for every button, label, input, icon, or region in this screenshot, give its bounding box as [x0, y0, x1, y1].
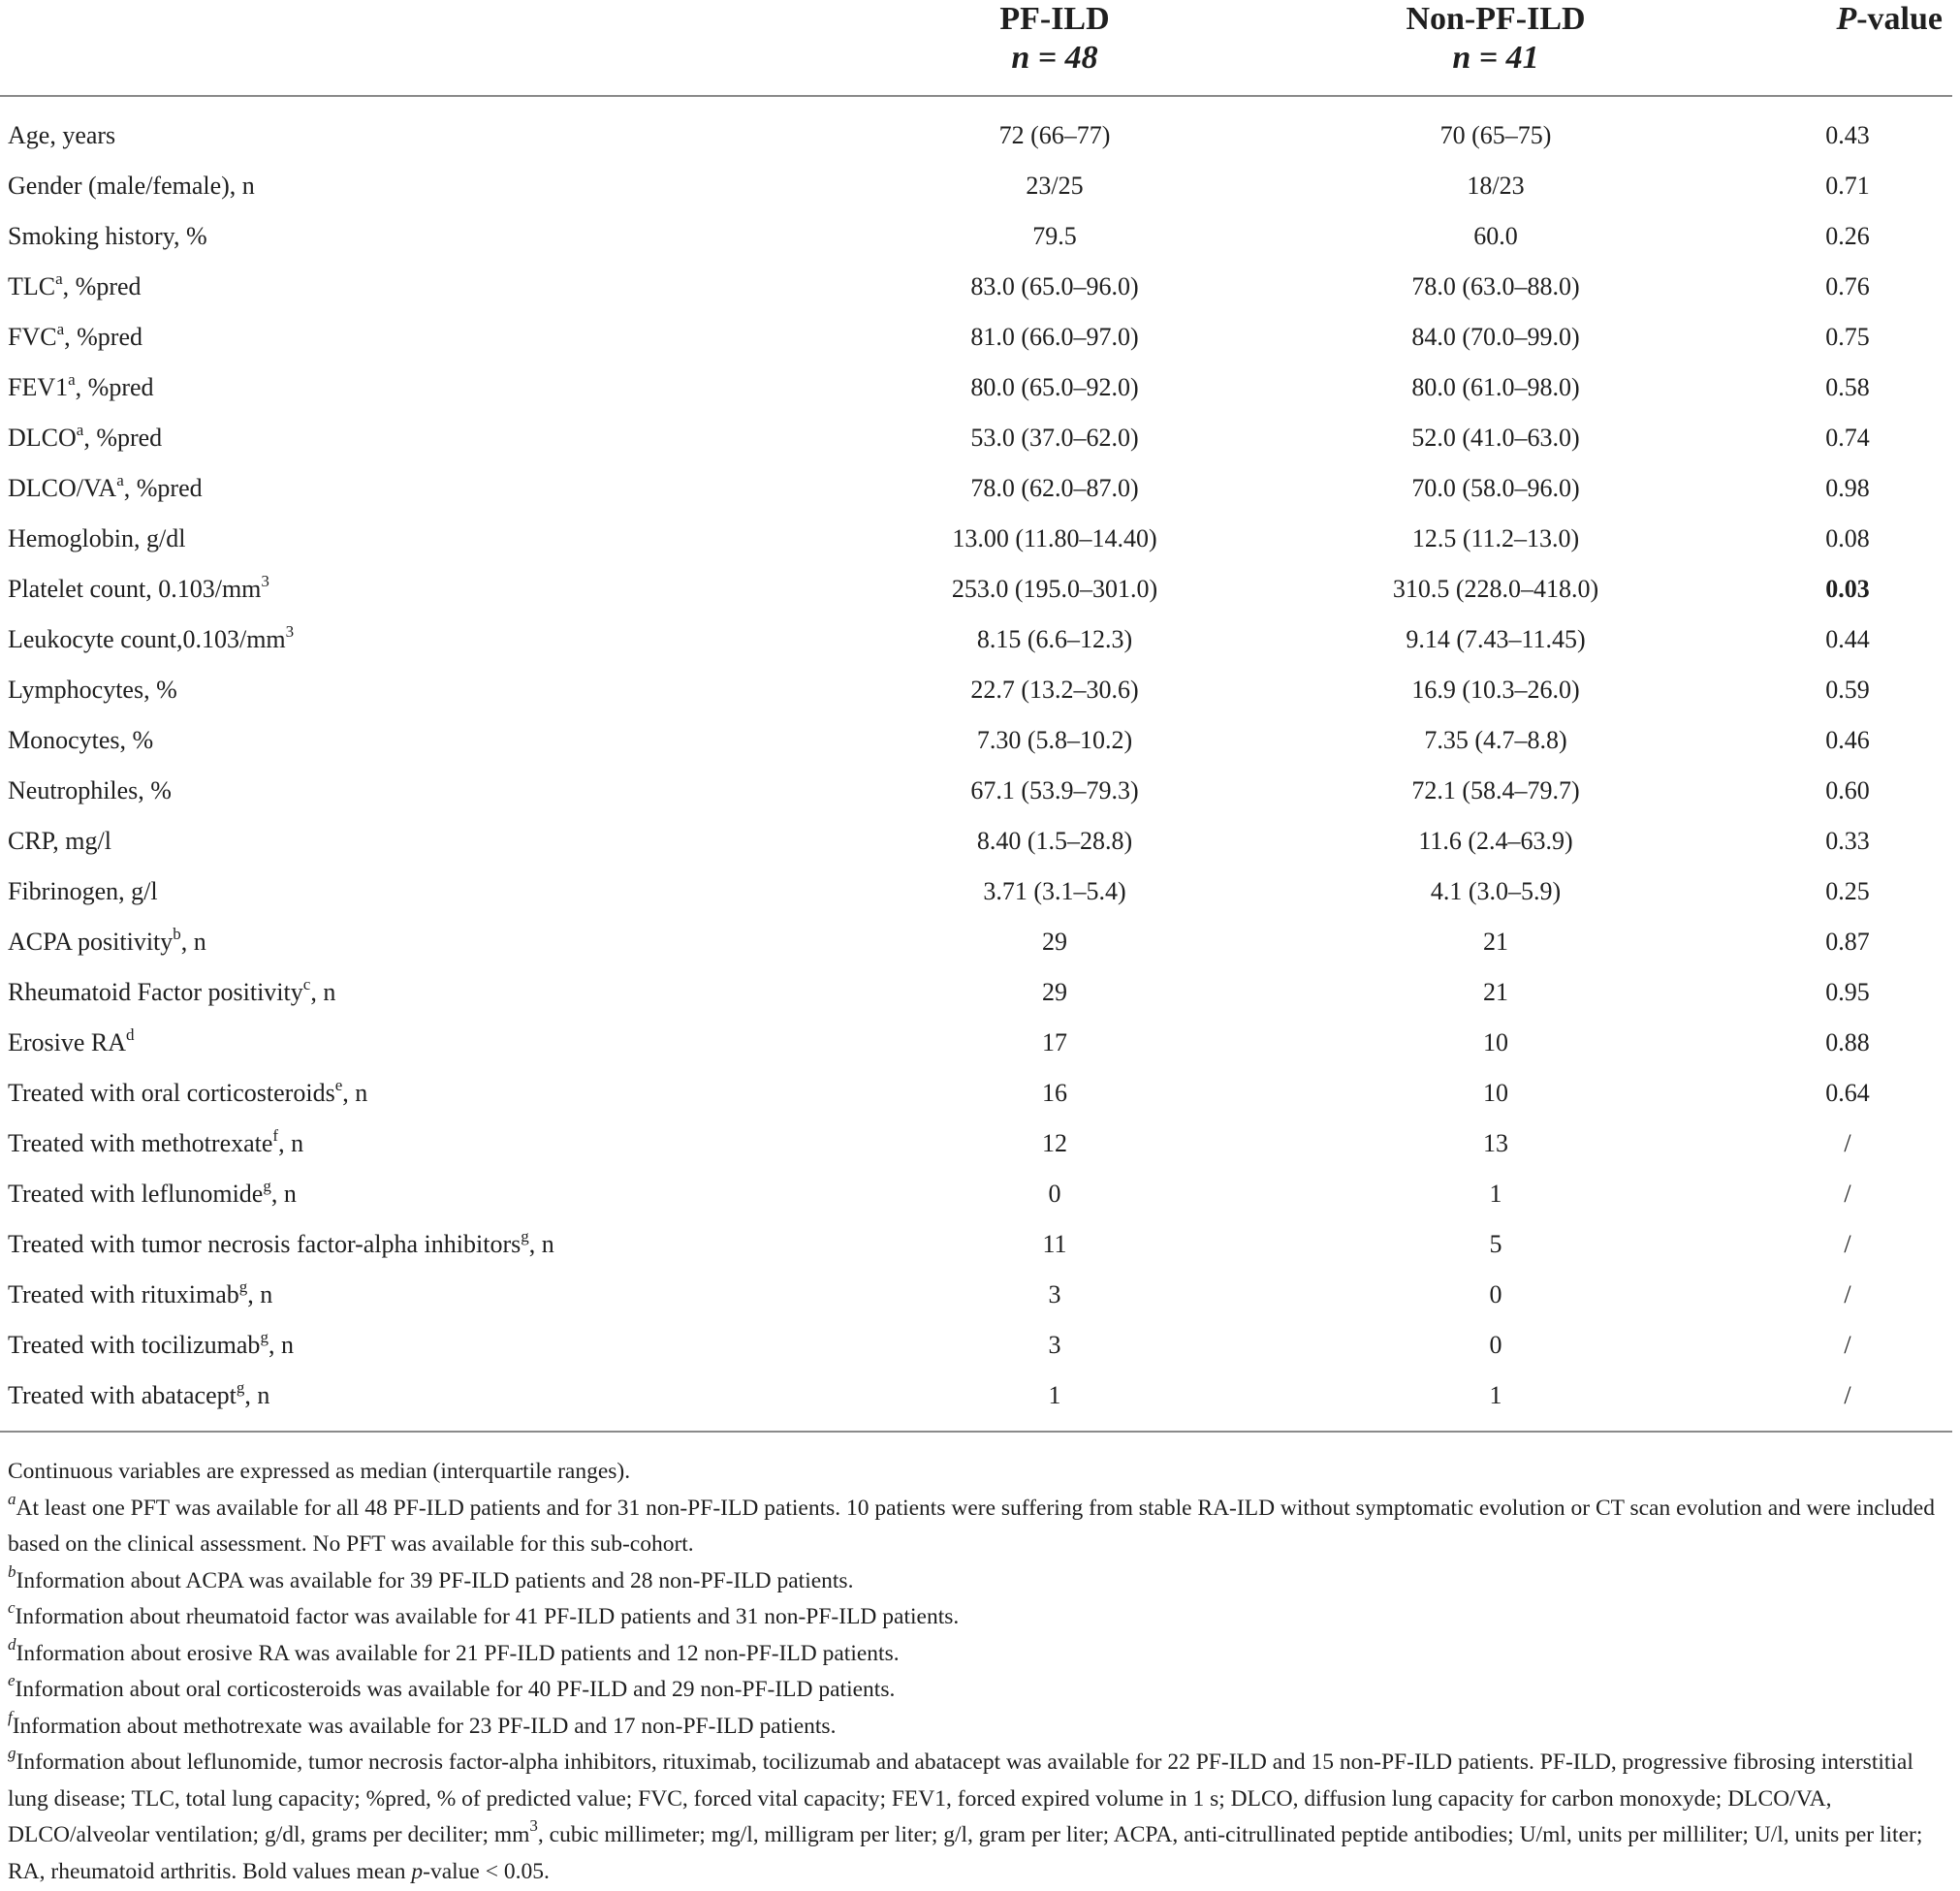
row-label — [0, 1219, 861, 1270]
row-label-footnote-mark: a — [116, 471, 124, 489]
row-label-footnote-mark: c — [302, 975, 311, 993]
row-label-suffix: , n — [180, 928, 206, 956]
row-label-suffix: , n — [270, 1180, 297, 1208]
table-row — [0, 514, 1952, 564]
header-non-pf-ild-title: Non-PF-ILD — [1406, 1, 1586, 37]
table-row — [0, 1219, 1952, 1270]
table-row — [0, 615, 1952, 665]
row-label-footnote-mark: 3 — [261, 572, 269, 590]
cell-pf-ild: 78.0 (62.0–87.0) — [970, 474, 1139, 502]
table-row — [0, 1068, 1952, 1119]
row-label-text: Fibrinogen, g/l — [8, 877, 158, 905]
row-label — [0, 1169, 861, 1219]
footnote-b — [8, 1563, 1952, 1600]
cell-pf-ild: 11 — [1042, 1230, 1067, 1258]
header-pf-ild-n: n = 48 — [1011, 40, 1098, 76]
table-row — [0, 1018, 1952, 1068]
row-label — [0, 715, 861, 766]
cell-non-pf-ild: 1 — [1489, 1180, 1502, 1208]
cell-non-pf-ild: 21 — [1483, 928, 1508, 956]
cell-p-value: 0.33 — [1825, 827, 1870, 855]
table-row — [0, 816, 1952, 867]
row-label-footnote-mark: g — [260, 1328, 269, 1346]
footnote-b-mark: b — [8, 1561, 16, 1581]
table-row — [0, 362, 1952, 413]
row-label — [0, 665, 861, 715]
row-label-text: Treated with methotrexate — [8, 1129, 273, 1157]
cell-pf-ild: 16 — [1042, 1079, 1067, 1107]
row-label-footnote-mark: g — [521, 1227, 529, 1245]
footnote-g-sup: 3 — [529, 1816, 538, 1835]
table-row — [0, 1320, 1952, 1371]
row-label-footnote-mark: g — [238, 1277, 248, 1296]
cell-pf-ild: 17 — [1042, 1028, 1067, 1056]
table-row — [0, 917, 1952, 967]
row-label — [0, 413, 861, 463]
row-label-suffix: , n — [528, 1230, 554, 1258]
cell-pf-ild: 7.30 (5.8–10.2) — [976, 726, 1133, 754]
footnote-d — [8, 1636, 1952, 1673]
cell-non-pf-ild: 70 (65–75) — [1439, 121, 1552, 149]
row-label-footnote-mark: a — [68, 370, 76, 389]
table-row — [0, 564, 1952, 615]
cell-p-value: 0.88 — [1825, 1028, 1870, 1056]
cell-pf-ild: 79.5 — [1032, 222, 1077, 250]
table-row — [0, 766, 1952, 816]
row-label-suffix: , n — [247, 1280, 273, 1308]
cell-non-pf-ild: 10 — [1483, 1079, 1508, 1107]
row-label — [0, 1068, 861, 1119]
row-label — [0, 96, 861, 161]
row-label — [0, 1270, 861, 1320]
footnote-c-mark: c — [8, 1598, 16, 1617]
cell-pf-ild: 1 — [1048, 1381, 1061, 1409]
row-label — [0, 615, 861, 665]
row-label-text: DLCO/VA — [8, 474, 117, 502]
cell-pf-ild: 13.00 (11.80–14.40) — [952, 524, 1157, 552]
row-label-suffix: , %pred — [123, 474, 203, 502]
cell-pf-ild: 80.0 (65.0–92.0) — [970, 373, 1139, 401]
cell-non-pf-ild: 310.5 (228.0–418.0) — [1392, 575, 1599, 603]
row-label-text: Hemoglobin, g/dl — [8, 524, 186, 552]
cell-pf-ild: 83.0 (65.0–96.0) — [970, 272, 1139, 300]
row-label-suffix: , n — [342, 1079, 368, 1107]
row-label — [0, 967, 861, 1018]
cell-p-value: 0.87 — [1825, 928, 1870, 956]
row-label — [0, 161, 861, 211]
header-pf-ild-title: PF-ILD — [999, 1, 1110, 37]
row-label-text: Lymphocytes, % — [8, 676, 177, 704]
row-label — [0, 564, 861, 615]
cell-pf-ild: 29 — [1042, 978, 1067, 1006]
row-label-text: Neutrophiles, % — [8, 776, 172, 804]
row-label-footnote-mark: g — [236, 1378, 245, 1397]
footnote-e-text: Information about oral corticosteroids was available for 40 PF-ILD and 29 non-PF-ILD patients. — [15, 1677, 896, 1702]
row-label-text: Monocytes, % — [8, 726, 154, 754]
table-row — [0, 312, 1952, 362]
footnote-g-mark: g — [8, 1744, 16, 1762]
table-row — [0, 1371, 1952, 1432]
row-label-footnote-mark: g — [263, 1177, 271, 1195]
cell-pf-ild: 72 (66–77) — [998, 121, 1111, 149]
footnote-g-text-mid: , cubic millimeter; mg/l, milligram per liter; g/l, gram per liter; ACPA, anti-citrullinated peptide antibodies; U/ml, units per milliliter; U/l, units per liter; RA, rheumatoid arthritis. Bold values mean — [8, 1822, 1923, 1884]
cell-p-value: / — [1844, 1230, 1851, 1258]
cell-non-pf-ild: 21 — [1483, 978, 1508, 1006]
row-label-footnote-mark: a — [56, 320, 65, 338]
row-label-footnote-mark: 3 — [285, 622, 295, 641]
table-row — [0, 262, 1952, 312]
cell-p-value: 0.64 — [1825, 1079, 1870, 1107]
row-label — [0, 1371, 861, 1432]
footnote-e — [8, 1672, 1952, 1709]
table-row — [0, 211, 1952, 262]
row-label — [0, 1320, 861, 1371]
row-label-text: FEV1 — [8, 373, 69, 401]
footnote-b-text: Information about ACPA was available for 39 PF-ILD patients and 28 non-PF-ILD patients. — [16, 1567, 854, 1593]
row-label-text: TLC — [8, 272, 56, 300]
cell-p-value: / — [1844, 1129, 1851, 1157]
footnote-f — [8, 1709, 1952, 1746]
table-row — [0, 967, 1952, 1018]
row-label-text: Leukocyte count,0.103/mm — [8, 625, 286, 653]
table-header — [0, 0, 1952, 96]
table-row — [0, 161, 1952, 211]
header-non-pf-ild-n: n = 41 — [1452, 40, 1539, 76]
row-label — [0, 1018, 861, 1068]
cell-p-value: 0.26 — [1825, 222, 1870, 250]
cell-pf-ild: 8.15 (6.6–12.3) — [976, 625, 1133, 653]
cell-non-pf-ild: 16.9 (10.3–26.0) — [1411, 676, 1580, 704]
row-label-text: CRP, mg/l — [8, 827, 111, 855]
header-non-pf-ild — [1249, 0, 1743, 96]
cell-pf-ild: 22.7 (13.2–30.6) — [970, 676, 1139, 704]
cell-pf-ild: 12 — [1042, 1129, 1067, 1157]
row-label-footnote-mark: d — [126, 1025, 135, 1044]
header-pf-ild — [861, 0, 1249, 96]
cell-p-value: 0.74 — [1825, 424, 1870, 452]
header-p-rest: -value — [1856, 1, 1943, 37]
cell-p-value: 0.08 — [1825, 524, 1870, 552]
footnote-a — [8, 1491, 1952, 1563]
cell-non-pf-ild: 11.6 (2.4–63.9) — [1418, 827, 1573, 855]
cell-p-value: / — [1844, 1381, 1851, 1409]
cell-p-value: / — [1844, 1280, 1851, 1308]
cell-p-value: 0.03 — [1825, 575, 1870, 603]
cell-p-value: 0.59 — [1825, 676, 1870, 704]
cell-non-pf-ild: 78.0 (63.0–88.0) — [1411, 272, 1580, 300]
footnote-c — [8, 1599, 1952, 1636]
footnote-g-p: p — [411, 1858, 424, 1884]
row-label-suffix: , %pred — [64, 323, 142, 351]
row-label-text: Treated with tocilizumab — [8, 1331, 261, 1359]
footnote-intro: Continuous variables are expressed as median (interquartile ranges). — [8, 1459, 631, 1484]
footnote-a-text: At least one PFT was available for all 48 PF-ILD patients and for 31 non-PF-ILD patients. 10 patients were suffering from stable RA-ILD without symptomatic evolution or CT scan evolution and were included based on the clinical assessment. No PFT was available for this sub-cohort. — [8, 1495, 1935, 1557]
cell-p-value: 0.71 — [1825, 172, 1870, 200]
table-row — [0, 463, 1952, 514]
cell-pf-ild: 29 — [1042, 928, 1067, 956]
row-label — [0, 867, 861, 917]
cell-p-value: 0.76 — [1825, 272, 1870, 300]
row-label-text: Smoking history, % — [8, 222, 207, 250]
cell-pf-ild: 67.1 (53.9–79.3) — [970, 776, 1139, 804]
footnote-g-text-post: -value < 0.05. — [423, 1858, 550, 1884]
footnote-a-mark: a — [8, 1489, 16, 1508]
row-label — [0, 211, 861, 262]
row-label — [0, 514, 861, 564]
cell-pf-ild: 81.0 (66.0–97.0) — [970, 323, 1139, 351]
row-label — [0, 917, 861, 967]
header-label-spacer — [0, 0, 861, 96]
row-label-suffix: , n — [244, 1381, 270, 1409]
row-label — [0, 1119, 861, 1169]
cell-pf-ild: 0 — [1048, 1180, 1061, 1208]
footnote-f-mark: f — [8, 1707, 13, 1726]
cell-p-value: 0.60 — [1825, 776, 1870, 804]
cell-non-pf-ild: 4.1 (3.0–5.9) — [1430, 877, 1562, 905]
cell-non-pf-ild: 70.0 (58.0–96.0) — [1411, 474, 1580, 502]
table-row — [0, 96, 1952, 161]
row-label — [0, 463, 861, 514]
row-label-text: ACPA positivity — [8, 928, 174, 956]
row-label-text: Gender (male/female), n — [8, 172, 255, 200]
row-label-text: Treated with oral corticosteroids — [8, 1079, 335, 1107]
cell-p-value: / — [1844, 1180, 1851, 1208]
cell-non-pf-ild: 9.14 (7.43–11.45) — [1406, 625, 1586, 653]
row-label-text: Age, years — [8, 121, 116, 149]
header-p-value — [1743, 0, 1952, 96]
footnote-g — [8, 1745, 1952, 1890]
row-label — [0, 312, 861, 362]
cell-pf-ild: 253.0 (195.0–301.0) — [951, 575, 1158, 603]
row-label-suffix: , n — [268, 1331, 294, 1359]
row-label-text: Rheumatoid Factor positivity — [8, 978, 303, 1006]
row-label-suffix: , %pred — [62, 272, 142, 300]
table-row — [0, 1270, 1952, 1320]
cell-non-pf-ild: 0 — [1489, 1331, 1502, 1359]
row-label-text: Treated with abatacept — [8, 1381, 237, 1409]
cell-non-pf-ild: 72.1 (58.4–79.7) — [1411, 776, 1580, 804]
cell-p-value: 0.95 — [1825, 978, 1870, 1006]
cell-non-pf-ild: 84.0 (70.0–99.0) — [1411, 323, 1580, 351]
cell-p-value: / — [1844, 1331, 1851, 1359]
cell-non-pf-ild: 12.5 (11.2–13.0) — [1411, 524, 1580, 552]
table-row — [0, 665, 1952, 715]
cell-p-value: 0.44 — [1825, 625, 1870, 653]
row-label-suffix: , %pred — [83, 424, 163, 452]
cell-p-value: 0.25 — [1825, 877, 1870, 905]
row-label-suffix: , n — [278, 1129, 304, 1157]
row-label-footnote-mark: a — [76, 421, 84, 439]
row-label-text: Treated with leflunomide — [8, 1180, 264, 1208]
cell-non-pf-ild: 5 — [1489, 1230, 1502, 1258]
footnote-d-text: Information about erosive RA was available for 21 PF-ILD patients and 12 non-PF-ILD patients. — [16, 1640, 900, 1666]
row-label-text: Platelet count, 0.103/mm — [8, 575, 262, 603]
cell-non-pf-ild: 0 — [1489, 1280, 1502, 1308]
header-row — [0, 0, 1952, 96]
cell-p-value: 0.43 — [1825, 121, 1870, 149]
footnote-c-text: Information about rheumatoid factor was available for 41 PF-ILD patients and 31 non-PF-ILD patients. — [15, 1604, 960, 1629]
table-row — [0, 715, 1952, 766]
cell-pf-ild: 23/25 — [1026, 172, 1084, 200]
row-label-text: FVC — [8, 323, 57, 351]
table-row — [0, 1169, 1952, 1219]
row-label-suffix: , %pred — [75, 373, 154, 401]
row-label-text: Erosive RA — [8, 1028, 127, 1056]
table-row — [0, 413, 1952, 463]
footnote-f-text: Information about methotrexate was available for 23 PF-ILD and 17 non-PF-ILD patients. — [12, 1713, 837, 1739]
cell-non-pf-ild: 1 — [1489, 1381, 1502, 1409]
cell-pf-ild: 8.40 (1.5–28.8) — [976, 827, 1133, 855]
cell-non-pf-ild: 10 — [1483, 1028, 1508, 1056]
row-label-footnote-mark: b — [173, 925, 181, 943]
row-label-footnote-mark: e — [334, 1076, 343, 1094]
cell-non-pf-ild: 7.35 (4.7–8.8) — [1424, 726, 1567, 754]
row-label-text: Treated with tumor necrosis factor-alpha inhibitors — [8, 1230, 522, 1258]
footnote-d-mark: d — [8, 1634, 16, 1654]
row-label-footnote-mark: a — [55, 269, 63, 288]
cell-non-pf-ild: 80.0 (61.0–98.0) — [1411, 373, 1580, 401]
cell-pf-ild: 3.71 (3.1–5.4) — [983, 877, 1126, 905]
cell-p-value: 0.58 — [1825, 373, 1870, 401]
cell-p-value: 0.75 — [1825, 323, 1870, 351]
table-footnotes — [8, 1454, 1952, 1890]
row-label-suffix: , n — [310, 978, 336, 1006]
cell-non-pf-ild: 18/23 — [1467, 172, 1525, 200]
cell-p-value: 0.98 — [1825, 474, 1870, 502]
cell-non-pf-ild: 60.0 — [1473, 222, 1518, 250]
row-label-text: Treated with rituximab — [8, 1280, 239, 1308]
table-row — [0, 1119, 1952, 1169]
cell-p-value: 0.46 — [1825, 726, 1870, 754]
row-label — [0, 766, 861, 816]
table-row — [0, 867, 1952, 917]
table-body — [0, 96, 1952, 1432]
footnote-g-text-pre: Information about leflunomide, tumor necrosis factor-alpha inhibitors, rituximab, tocilizumab and abatacept was available for 22 PF-ILD and 15 non-PF-ILD patients. PF-ILD, progressive fibrosing interstitial lung disease; TLC, total lung capacity; %pred, % of predicted value; FVC, forced vital capacity; FEV1, forced expired volume in 1 s; DLCO, diffusion lung capacity for carbon monoxyde; DLCO/VA, DLCO/alveolar ventilation; g/dl, grams per deciliter; mm — [8, 1749, 1913, 1847]
row-label-footnote-mark: f — [272, 1126, 279, 1145]
cell-pf-ild: 3 — [1048, 1280, 1061, 1308]
cell-non-pf-ild: 52.0 (41.0–63.0) — [1411, 424, 1580, 452]
row-label — [0, 362, 861, 413]
header-p-italic: P — [1836, 1, 1857, 37]
row-label — [0, 262, 861, 312]
cell-non-pf-ild: 13 — [1483, 1129, 1508, 1157]
cell-pf-ild: 53.0 (37.0–62.0) — [970, 424, 1139, 452]
row-label-text: DLCO — [8, 424, 77, 452]
row-label — [0, 816, 861, 867]
footnote-e-mark: e — [8, 1671, 16, 1689]
cell-pf-ild: 3 — [1048, 1331, 1061, 1359]
